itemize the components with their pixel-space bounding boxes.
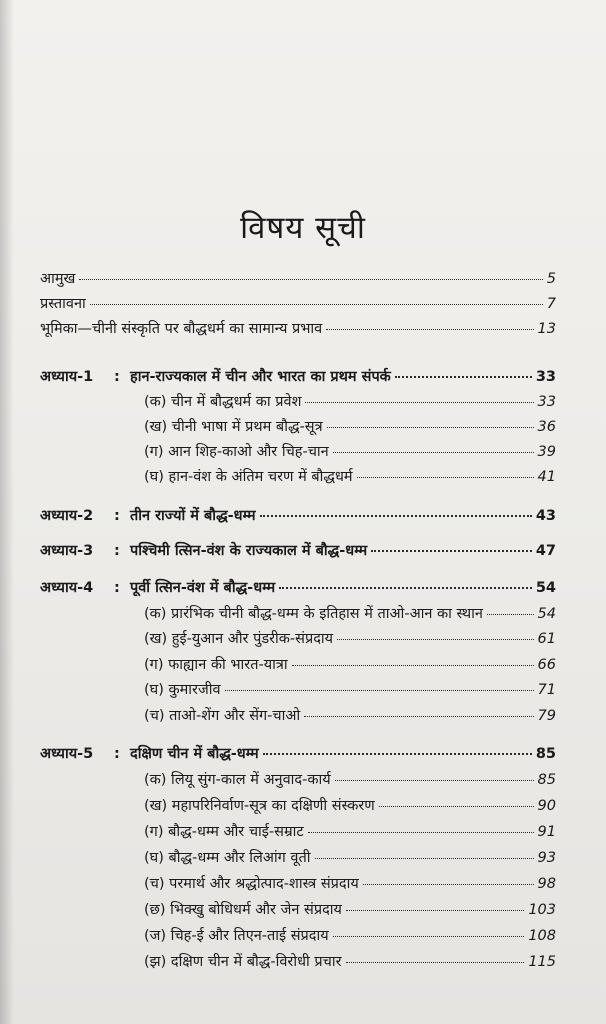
toc-page-number: 66 (537, 657, 556, 673)
dot-leader (304, 716, 533, 717)
toc-page-number: 115 (528, 954, 556, 970)
toc-section (144, 899, 556, 921)
toc-page-number: 43 (535, 508, 556, 524)
toc-section-label: (घ) बौद्ध-धम्म और लिआंग वूती (144, 850, 311, 866)
toc-page-number: 7 (546, 296, 556, 312)
toc-section-label: (च) ताओ-शेंग और सेंग-चाओ (144, 708, 301, 724)
dot-leader (333, 936, 525, 937)
dot-leader (225, 690, 534, 691)
toc-page-number: 103 (528, 902, 556, 918)
toc-chapter-1 (40, 366, 556, 388)
toc-section-label: (ग) बौद्ध-धम्म और चाई-सम्राट (144, 824, 304, 840)
toc-page-number: 61 (537, 631, 556, 647)
dot-leader (279, 587, 532, 589)
dot-leader (260, 515, 532, 517)
toc-page-number: 33 (537, 394, 556, 410)
toc-chapter-5 (40, 743, 556, 765)
toc-page-number: 85 (537, 772, 556, 788)
toc-section (144, 847, 556, 869)
toc-section (144, 821, 556, 843)
dot-leader (357, 477, 534, 478)
toc-section-label: (ग) आन शिह-काओ और चिह-चान (144, 444, 329, 460)
dot-leader (371, 550, 532, 552)
chapter-number: अध्याय-1 (40, 369, 94, 385)
chapter-colon: : (114, 746, 120, 762)
toc-section-label: (क) प्रारंभिक चीनी बौद्ध-धम्म के इतिहास में ताओ-आन का स्थान (144, 606, 483, 622)
dot-leader (337, 639, 533, 640)
toc-section-label: (ख) हुई-युआन और पुंडरीक-संप्रदाय (144, 631, 334, 647)
toc-section (144, 769, 556, 791)
toc-page-number: 54 (537, 606, 556, 622)
toc-section (144, 795, 556, 817)
toc-section (144, 416, 556, 438)
chapter-number: अध्याय-4 (40, 580, 94, 596)
toc-section-label: (ज) चिह-ई और तिएन-ताई संप्रदाय (144, 928, 329, 944)
toc-section (144, 705, 556, 727)
chapter-title: दक्षिण चीन में बौद्ध-धम्म (130, 746, 259, 762)
chapter-colon: : (114, 543, 120, 559)
chapter-title: पूर्वी त्सिन-वंश में बौद्ध-धम्म (130, 580, 276, 596)
dot-leader (263, 753, 532, 755)
toc-page-number: 108 (528, 928, 556, 944)
dot-leader (326, 329, 533, 330)
toc-chapter-2 (40, 505, 556, 527)
toc-page-number: 5 (546, 271, 556, 287)
chapter-number: अध्याय-2 (40, 508, 94, 524)
toc-section (144, 654, 556, 676)
toc-page-number: 98 (537, 876, 556, 892)
dot-leader (292, 665, 534, 666)
toc-entry-front (40, 318, 556, 340)
toc-page-number: 36 (537, 419, 556, 435)
toc-entry-front (40, 268, 556, 290)
toc-page-number: 33 (535, 369, 556, 385)
chapter-colon: : (114, 508, 120, 524)
toc-page-number: 90 (537, 798, 556, 814)
toc-section (144, 628, 556, 650)
dot-leader (487, 614, 534, 615)
toc-section-label: (ख) चीनी भाषा में प्रथम बौद्ध-सूत्र (144, 419, 323, 435)
toc-section-label: (क) लियू सुंग-काल में अनुवाद-कार्य (144, 772, 331, 788)
toc-entry-label: प्रस्तावना (40, 296, 86, 312)
toc-section-label: (घ) कुमारजीव (144, 682, 221, 698)
dot-leader (335, 780, 534, 781)
chapter-colon: : (114, 580, 120, 596)
dot-leader (327, 427, 534, 428)
toc-section-label: (घ) हान-वंश के अंतिम चरण में बौद्धधर्म (144, 469, 353, 485)
toc-page-number: 39 (537, 444, 556, 460)
dot-leader (305, 402, 533, 403)
dot-leader (333, 452, 534, 453)
dot-leader (308, 832, 534, 833)
page-title: विषय सूची (240, 210, 366, 246)
toc-section (144, 951, 556, 973)
dot-leader (346, 962, 525, 963)
toc-entry-label: आमुख (40, 271, 76, 287)
toc-section (144, 391, 556, 413)
dot-leader (379, 806, 534, 807)
toc-section-label: (क) चीन में बौद्धधर्म का प्रवेश (144, 394, 302, 410)
chapter-title: तीन राज्यों में बौद्ध-धम्म (130, 508, 256, 524)
dot-leader (79, 279, 542, 280)
toc-section-label: (झ) दक्षिण चीन में बौद्ध-विरोधी प्रचार (144, 954, 342, 970)
toc-page-number: 85 (535, 746, 556, 762)
toc-section-label: (ग) फाह्यान की भारत-यात्रा (144, 657, 288, 673)
toc-section (144, 873, 556, 895)
dot-leader (90, 304, 543, 305)
toc-section (144, 679, 556, 701)
dot-leader (363, 884, 534, 885)
toc-page-number: 79 (537, 708, 556, 724)
chapter-title: पश्चिमी त्सिन-वंश के राज्यकाल में बौद्ध-धम्म (130, 543, 368, 559)
chapter-colon: : (114, 369, 120, 385)
toc-page-number: 71 (537, 682, 556, 698)
chapter-number: अध्याय-3 (40, 543, 94, 559)
toc-entry-label: भूमिका—चीनी संस्कृति पर बौद्धधर्म का सामान्य प्रभाव (40, 321, 323, 337)
toc-page-number: 93 (537, 850, 556, 866)
toc-page-number: 91 (537, 824, 556, 840)
toc-chapter-3 (40, 540, 556, 562)
spine-shadow (0, 0, 14, 1024)
toc-chapter-4 (40, 577, 556, 599)
toc-section (144, 603, 556, 625)
dot-leader (395, 376, 532, 378)
toc-section (144, 925, 556, 947)
toc-section-label: (ख) महापरिनिर्वाण-सूत्र का दक्षिणी संस्करण (144, 798, 375, 814)
toc-page-number: 47 (535, 543, 556, 559)
dot-leader (346, 910, 524, 911)
toc-page-number: 54 (535, 580, 556, 596)
toc-page-number: 13 (537, 321, 556, 337)
toc-entry-front (40, 293, 556, 315)
toc-section (144, 441, 556, 463)
toc-section-label: (च) परमार्थ और श्रद्धोत्पाद-शास्त्र संप्रदाय (144, 876, 359, 892)
toc-section-label: (छ) भिक्खु बोधिधर्म और जेन संप्रदाय (144, 902, 342, 918)
dot-leader (315, 858, 534, 859)
toc-page-number: 41 (537, 469, 556, 485)
chapter-title: हान-राज्यकाल में चीन और भारत का प्रथम संपर्क (130, 369, 391, 385)
chapter-number: अध्याय-5 (40, 746, 94, 762)
toc-section (144, 466, 556, 488)
